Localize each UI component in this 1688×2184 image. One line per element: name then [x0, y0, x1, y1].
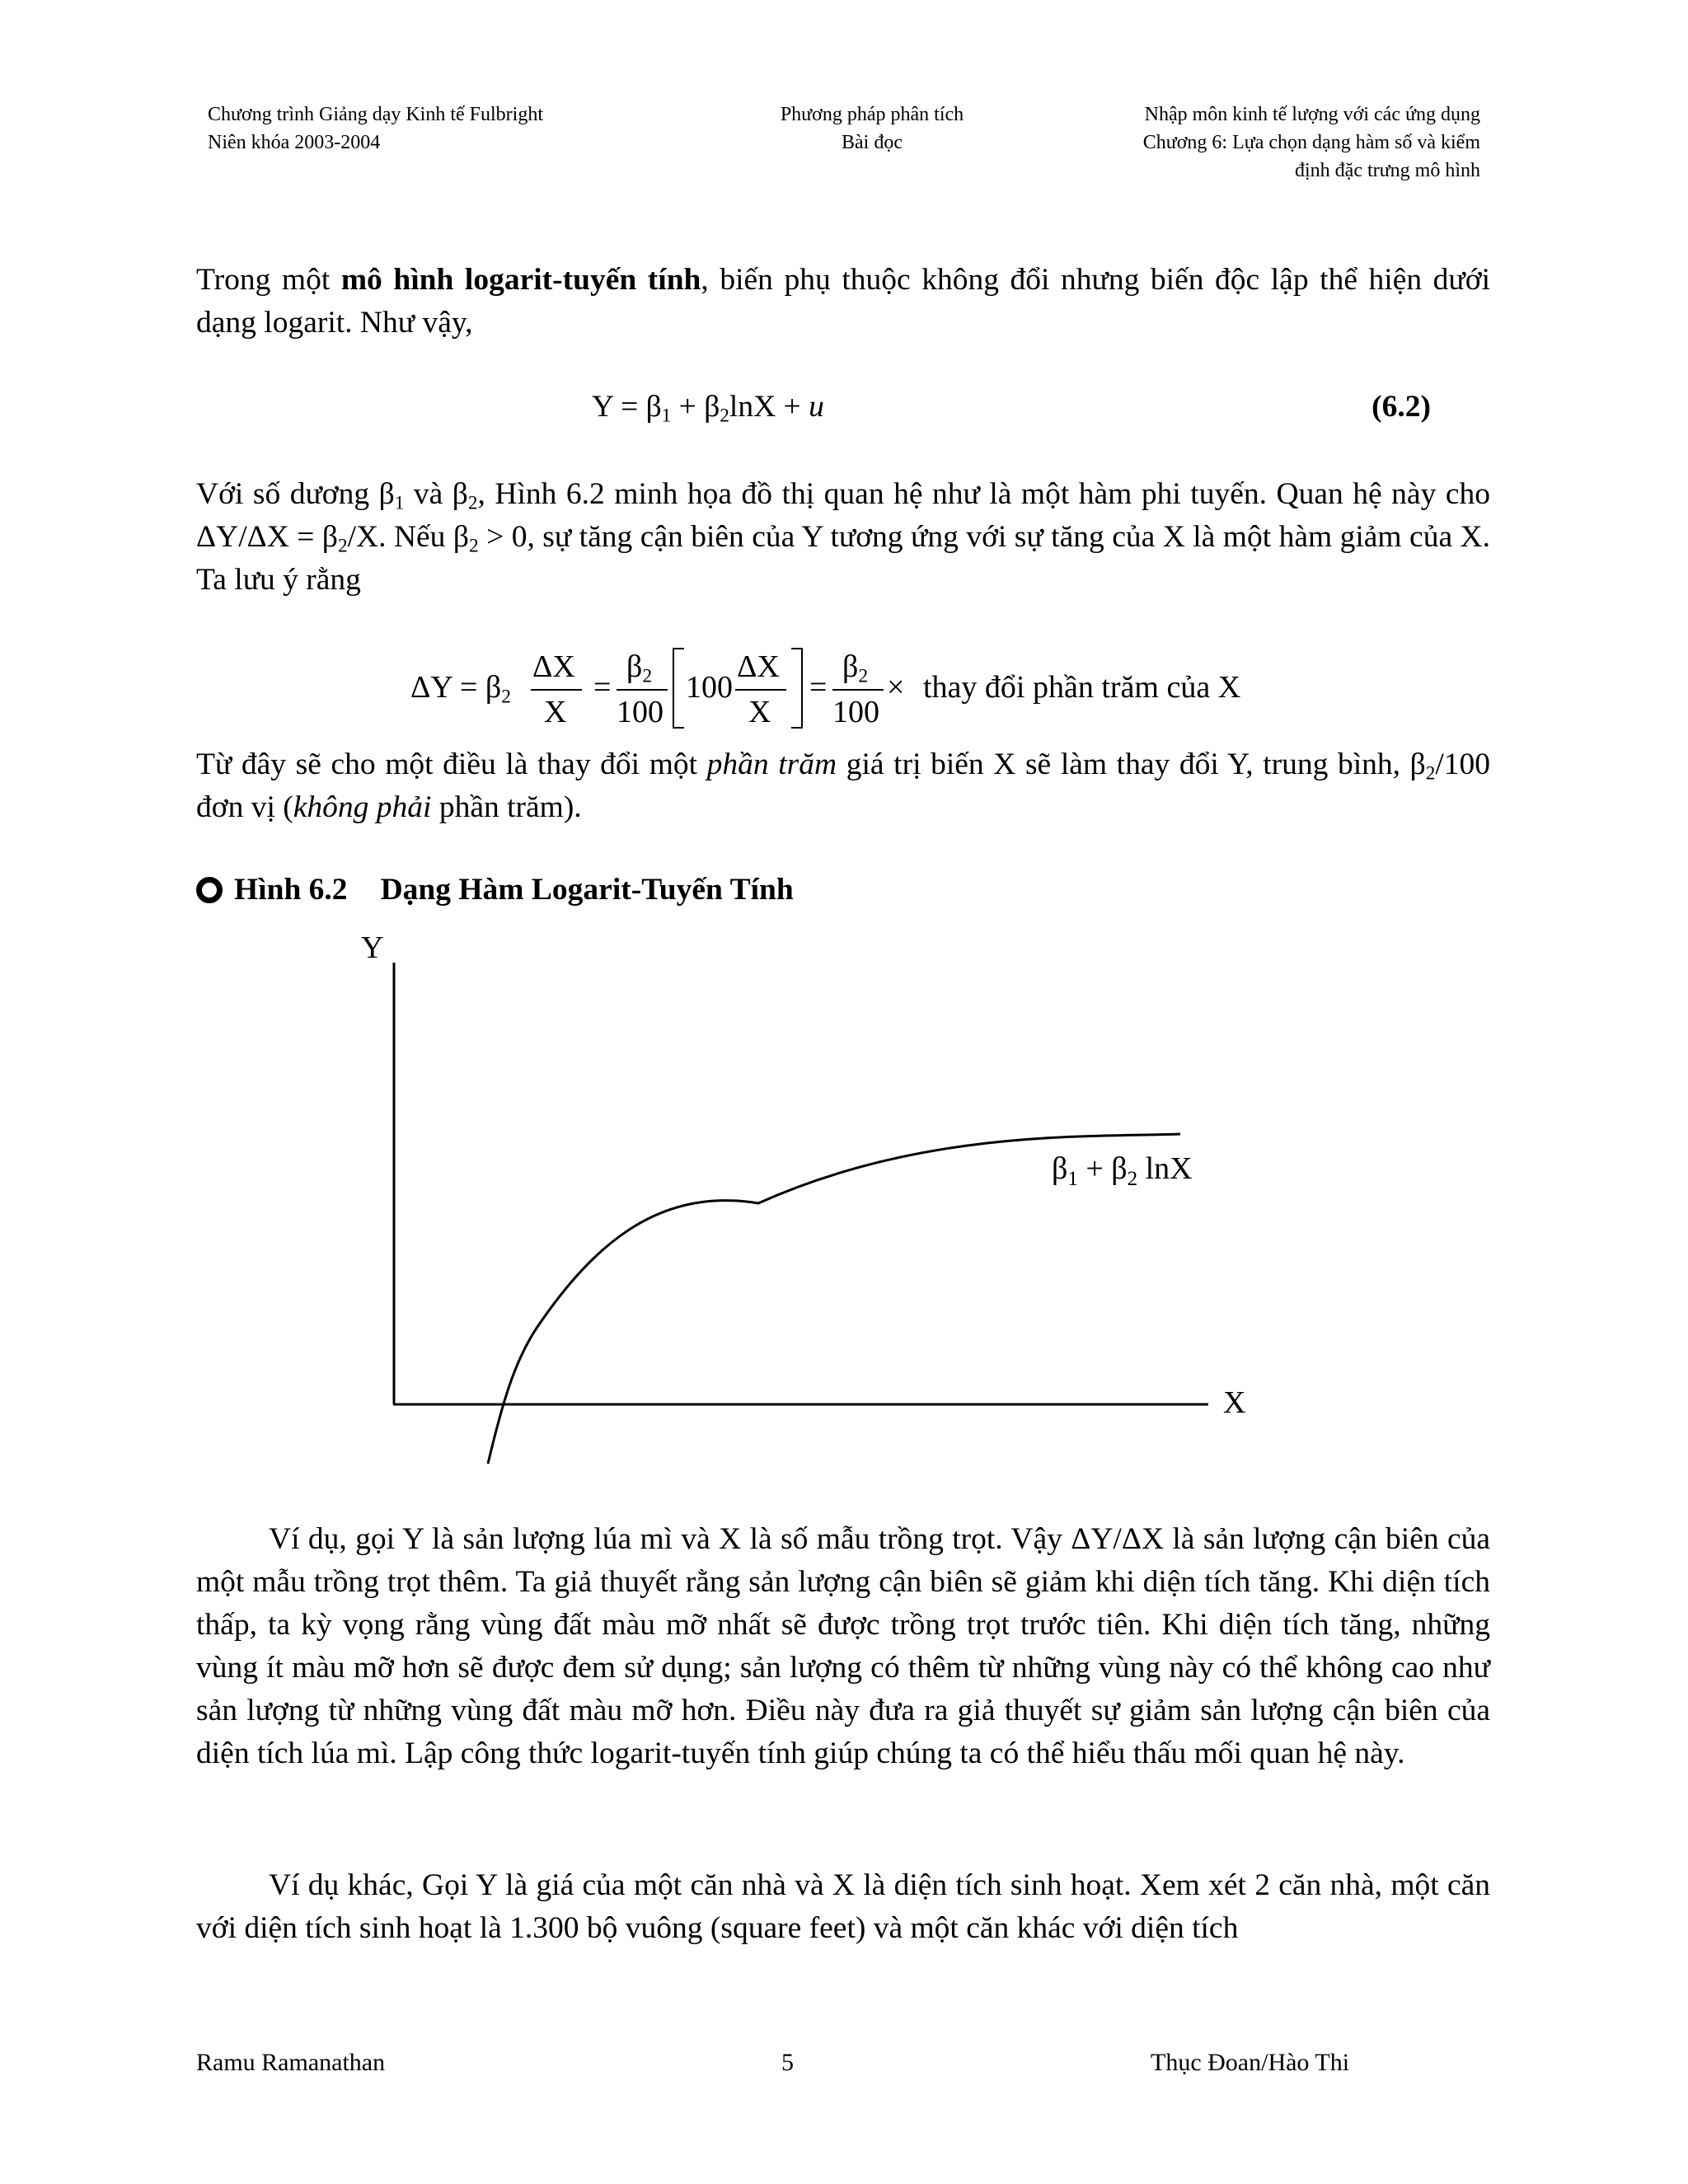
figure-title: Dạng Hàm Logarit-Tuyến Tính: [380, 873, 794, 907]
header-chapter: Chương 6: Lựa chọn dạng hàm số và kiểm: [1142, 132, 1480, 153]
header-year: Niên khóa 2003-2004: [208, 132, 381, 153]
eq-dy-equals: =: [593, 670, 612, 705]
eq-dy-equals-2: =: [809, 670, 828, 705]
eq-dy-times: ×: [887, 670, 905, 705]
eq-dy-frac2-den: 100: [617, 695, 663, 729]
para1-bold-term: mô hình logarit-tuyến tính: [340, 263, 701, 297]
eq-dy-frac4-bar: [832, 689, 884, 691]
curve-label: $\beta_1 + \beta_2$ lnX: [1052, 1151, 1193, 1190]
paragraph-intro: [196, 259, 1490, 344]
eq-dy-frac1-bar: [531, 689, 582, 691]
x-axis-label: X: [1223, 1385, 1246, 1420]
header-program: Chương trình Giảng dạy Kinh tế Fulbright: [208, 104, 544, 125]
eq-dy-right-bracket: [791, 648, 803, 729]
paragraph-house-example: Ví dụ khác, Gọi Y là giá của một căn nhà và X là diện tích sinh hoạt. Xem xét 2 căn nhà, một căn với diện tích sinh hoạt là 1.300 bộ vuông (square feet) và một căn khác với diện tích: [196, 1868, 1490, 1945]
paragraph-wheat-example: Ví dụ, gọi Y là sản lượng lúa mì và X là số mẫu trồng trọt. Vậy ΔY/ΔX là sản lượng cận biên của một mẫu trồng trọt thêm. Ta giả thuyết rằng sản lượng cận biên sẽ giảm khi diện tích tăng. Khi diện tích thấp, ta kỳ vọng rằng vùng đất màu mỡ nhất sẽ được trồng trọt trước tiên. Khi diện tích tăng, những vùng ít màu mỡ hơn sẽ được đem sử dụng; sản lượng có thêm từ những vùng này có thể không cao như sản lượng từ những vùng đất màu mỡ hơn. Điều này đưa ra giả thuyết sự giảm sản lượng cận biên của diện tích lúa mì. Lập công thức logarit-tuyến tính giúp chúng ta có thể hiểu thấu mối quan hệ này.: [196, 1522, 1490, 1770]
y-axis-label: Y: [361, 930, 384, 965]
para1-text-b: , biến phụ thuộc không đổi nhưng biến độc lập thể hiện dưới dạng logarit. Như vậy,: [196, 263, 1490, 340]
para1-text-a: Trong một: [196, 263, 341, 297]
equation-6-2-number: (6.2): [1372, 390, 1431, 424]
eq-dy-lhs: $\Delta Y = \beta_2$: [410, 670, 512, 708]
figure-heading: [196, 872, 794, 907]
eq-dy-tail: thay đổi phần trăm của X: [923, 670, 1241, 705]
paragraph-marginal-effect: Với số dương $\beta_1$ và $\beta_2$, Hình 6.2 minh họa đồ thị quan hệ như là một hàm phi tuyến. Quan hệ này cho $\Delta Y/\Delta X = \beta_2/X$. Nếu $\beta_2 > 0$, sự tăng cận biên của Y tương ứng với sự tăng của X là một hàm giảm của X. Ta lưu ý rằng: [196, 477, 1491, 597]
eq-dy-left-bracket: [673, 648, 684, 729]
eq-dy-frac2-num: $\beta_2$: [626, 649, 653, 687]
eq-dy-frac1-den: X: [544, 695, 567, 729]
header-course: Phương pháp phân tích: [780, 104, 964, 125]
footer-page-number: 5: [781, 2049, 794, 2076]
figure-label: Hình 6.2: [234, 873, 348, 907]
equation-delta-y: [410, 643, 1317, 742]
header-book: Nhập môn kinh tế lượng với các ứng dụng: [1144, 104, 1480, 125]
footer-author: Ramu Ramanathan: [196, 2049, 386, 2076]
eq-dy-frac1-num: ΔX: [532, 649, 575, 684]
eq-dy-frac4-den: 100: [832, 695, 879, 729]
equation-6-2-expression: $Y = \beta_1 + \beta_2\ln X + u$: [592, 390, 824, 427]
header-left: [208, 101, 543, 157]
footer-translators: Thục Đoan/Hào Thi: [1151, 2049, 1350, 2076]
eq-dy-frac3-bar: [735, 689, 786, 691]
header-center: [732, 101, 1012, 157]
circle-bullet-icon: [196, 877, 223, 903]
eq-dy-frac4-num: $\beta_2$: [842, 649, 869, 687]
header-reading: Bài đọc: [842, 132, 903, 153]
eq-dy-hundred: 100: [686, 670, 733, 705]
eq-dy-frac3-den: X: [748, 695, 771, 729]
header-right: [1143, 101, 1480, 185]
equation-6-2: [0, 389, 1688, 435]
header-chapter-cont: định đặc trưng mô hình: [1295, 160, 1480, 181]
log-linear-curve: [488, 1134, 1180, 1464]
eq-dy-frac3-num: ΔX: [737, 649, 780, 684]
eq-dy-frac2-bar: [617, 689, 668, 691]
paragraph-percent-change: Từ đây sẽ cho một điều là thay đổi một phần trăm giá trị biến X sẽ làm thay đổi Y, trung bình, $\beta_2/100$ đơn vị (không phải phần trăm).: [196, 748, 1491, 824]
